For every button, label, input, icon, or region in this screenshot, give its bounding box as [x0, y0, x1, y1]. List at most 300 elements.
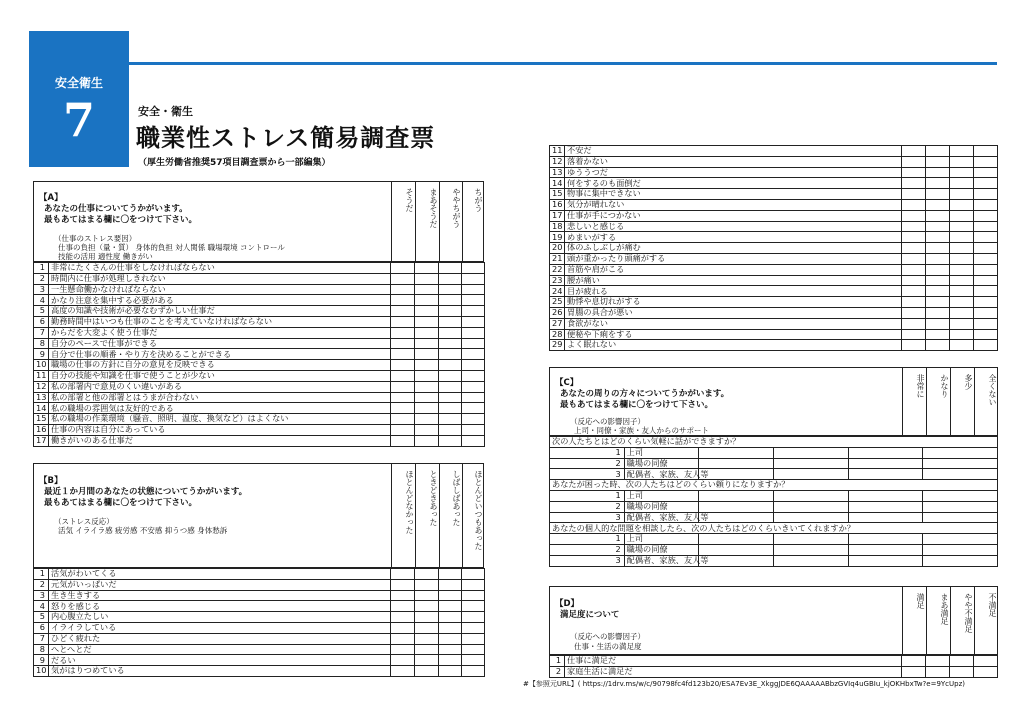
answer-cell[interactable]: [699, 490, 774, 501]
answer-cell[interactable]: [949, 318, 973, 329]
answer-cell[interactable]: [415, 655, 439, 666]
answer-cell[interactable]: [415, 381, 439, 392]
answer-cell[interactable]: [923, 512, 998, 523]
answer-cell[interactable]: [462, 338, 485, 349]
answer-cell[interactable]: [391, 403, 415, 414]
answer-cell[interactable]: [901, 232, 925, 243]
answer-cell[interactable]: [901, 297, 925, 308]
table-row: [550, 167, 998, 178]
answer-cell[interactable]: [391, 316, 415, 327]
answer-cell[interactable]: [391, 601, 415, 612]
answer-cell[interactable]: [925, 232, 949, 243]
item-number: 7: [34, 327, 49, 338]
answer-cell[interactable]: [439, 338, 462, 349]
answer-cell[interactable]: [415, 392, 439, 403]
answer-cell[interactable]: [949, 210, 973, 221]
answer-cell[interactable]: [925, 156, 949, 167]
answer-cell[interactable]: [901, 286, 925, 297]
answer-cell[interactable]: [925, 340, 949, 351]
table-row: [34, 327, 485, 338]
item-text: 食欲がない: [565, 318, 902, 329]
answer-cell[interactable]: [925, 264, 949, 275]
table-row: [34, 284, 485, 295]
answer-cell[interactable]: [415, 579, 439, 590]
item-number: 3: [34, 590, 49, 601]
header-rule: [129, 62, 997, 65]
answer-cell[interactable]: [901, 666, 925, 677]
answer-cell[interactable]: [462, 579, 485, 590]
answer-cell[interactable]: [925, 210, 949, 221]
answer-cell[interactable]: [973, 340, 997, 351]
answer-cell[interactable]: [391, 435, 415, 446]
table-row: [34, 295, 485, 306]
answer-cell[interactable]: [949, 199, 973, 210]
answer-cell[interactable]: [925, 199, 949, 210]
item-text: 不安だ: [565, 146, 902, 157]
answer-cell[interactable]: [699, 555, 774, 566]
answer-cell[interactable]: [462, 590, 485, 601]
answer-cell[interactable]: [462, 273, 485, 284]
answer-cell[interactable]: [462, 360, 485, 371]
answer-cell[interactable]: [462, 569, 485, 580]
answer-cell[interactable]: [462, 655, 485, 666]
answer-cell[interactable]: [439, 655, 462, 666]
answer-cell[interactable]: [901, 221, 925, 232]
answer-cell[interactable]: [391, 381, 415, 392]
answer-cell[interactable]: [415, 612, 439, 623]
answer-cell[interactable]: [973, 178, 997, 189]
answer-cell[interactable]: [923, 458, 998, 469]
answer-cell[interactable]: [901, 329, 925, 340]
answer-cell[interactable]: [439, 414, 462, 425]
answer-cell[interactable]: [462, 633, 485, 644]
answer-cell[interactable]: [901, 199, 925, 210]
answer-cell[interactable]: [925, 221, 949, 232]
answer-cell[interactable]: [949, 264, 973, 275]
answer-cell[interactable]: [415, 360, 439, 371]
answer-cell[interactable]: [439, 360, 462, 371]
answer-cell[interactable]: [973, 221, 997, 232]
answer-cell[interactable]: [901, 243, 925, 254]
answer-cell[interactable]: [949, 329, 973, 340]
item-text: 働きがいのある仕事だ: [49, 435, 391, 446]
answer-cell[interactable]: [391, 666, 415, 677]
answer-cell[interactable]: [391, 284, 415, 295]
item-text: からだを大変よく使う仕事だ: [49, 327, 391, 338]
answer-cell[interactable]: [925, 167, 949, 178]
answer-cell[interactable]: [391, 622, 415, 633]
section-d-factors-label: （反応への影響因子）: [570, 632, 645, 641]
col-c-3: 多少: [950, 368, 974, 435]
answer-cell[interactable]: [699, 512, 774, 523]
section-b-line2: 最もあてはまる欄に〇をつけて下さい。: [44, 498, 198, 508]
answer-cell[interactable]: [949, 189, 973, 200]
section-c-line1: あなたの周りの方々についてうかがいます。: [560, 389, 730, 399]
answer-cell[interactable]: [439, 612, 462, 623]
answer-cell[interactable]: [415, 435, 439, 446]
answer-cell[interactable]: [439, 263, 462, 274]
answer-cell[interactable]: [462, 263, 485, 274]
answer-cell[interactable]: [949, 286, 973, 297]
answer-cell[interactable]: [973, 156, 997, 167]
answer-cell[interactable]: [923, 555, 998, 566]
answer-cell[interactable]: [773, 544, 848, 555]
answer-cell[interactable]: [925, 189, 949, 200]
answer-cell[interactable]: [415, 424, 439, 435]
answer-cell[interactable]: [925, 307, 949, 318]
answer-cell[interactable]: [462, 424, 485, 435]
answer-cell[interactable]: [773, 512, 848, 523]
answer-cell[interactable]: [415, 666, 439, 677]
answer-cell[interactable]: [415, 327, 439, 338]
answer-cell[interactable]: [391, 327, 415, 338]
answer-cell[interactable]: [973, 666, 997, 677]
answer-cell[interactable]: [462, 601, 485, 612]
answer-cell[interactable]: [699, 501, 774, 512]
answer-cell[interactable]: [973, 243, 997, 254]
answer-cell[interactable]: [439, 284, 462, 295]
answer-cell[interactable]: [925, 656, 949, 667]
answer-cell[interactable]: [391, 633, 415, 644]
table-row: [550, 534, 998, 545]
answer-cell[interactable]: [391, 349, 415, 360]
answer-cell[interactable]: [773, 458, 848, 469]
answer-cell[interactable]: [848, 458, 923, 469]
answer-cell[interactable]: [462, 316, 485, 327]
answer-cell[interactable]: [925, 146, 949, 157]
answer-cell[interactable]: [699, 458, 774, 469]
table-row: [550, 458, 998, 469]
item-text: ひどく疲れた: [49, 633, 391, 644]
answer-cell[interactable]: [415, 273, 439, 284]
item-number: 15: [550, 189, 565, 200]
answer-cell[interactable]: [773, 501, 848, 512]
answer-cell[interactable]: [848, 469, 923, 480]
table-row: [550, 253, 998, 264]
answer-cell[interactable]: [773, 469, 848, 480]
answer-cell[interactable]: [462, 644, 485, 655]
answer-cell[interactable]: [462, 306, 485, 317]
answer-cell[interactable]: [901, 167, 925, 178]
answer-cell[interactable]: [439, 579, 462, 590]
answer-cell[interactable]: [439, 392, 462, 403]
answer-cell[interactable]: [848, 501, 923, 512]
answer-cell[interactable]: [699, 534, 774, 545]
item-text: 元気がいっぱいだ: [49, 579, 391, 590]
answer-cell[interactable]: [973, 253, 997, 264]
section-b-tag: 【B】: [39, 476, 63, 486]
answer-cell[interactable]: [949, 253, 973, 264]
item-number: 10: [34, 360, 49, 371]
answer-cell[interactable]: [462, 622, 485, 633]
item-text: 生き生きする: [49, 590, 391, 601]
table-row: [34, 579, 485, 590]
answer-cell[interactable]: [415, 306, 439, 317]
item-text: 気分が晴れない: [565, 199, 902, 210]
answer-cell[interactable]: [439, 569, 462, 580]
answer-cell[interactable]: [949, 656, 973, 667]
table-row: [34, 273, 485, 284]
answer-cell[interactable]: [391, 263, 415, 274]
item-number: 16: [550, 199, 565, 210]
answer-cell[interactable]: [462, 381, 485, 392]
answer-cell[interactable]: [462, 327, 485, 338]
answer-cell[interactable]: [415, 263, 439, 274]
answer-cell[interactable]: [923, 490, 998, 501]
answer-cell[interactable]: [439, 403, 462, 414]
answer-cell[interactable]: [462, 612, 485, 623]
answer-cell[interactable]: [901, 189, 925, 200]
answer-cell[interactable]: [949, 307, 973, 318]
answer-cell[interactable]: [901, 156, 925, 167]
answer-cell[interactable]: [439, 435, 462, 446]
answer-cell[interactable]: [391, 295, 415, 306]
answer-cell[interactable]: [391, 338, 415, 349]
answer-cell[interactable]: [901, 307, 925, 318]
answer-cell[interactable]: [973, 275, 997, 286]
answer-cell[interactable]: [848, 512, 923, 523]
item-number: 28: [550, 329, 565, 340]
answer-cell[interactable]: [848, 534, 923, 545]
answer-cell[interactable]: [973, 656, 997, 667]
answer-cell[interactable]: [462, 435, 485, 446]
col-a-2: まあそうだ: [415, 182, 439, 261]
answer-cell[interactable]: [391, 579, 415, 590]
section-c-factors-1: 上司・同僚・家族・友人からのサポート: [574, 426, 709, 435]
answer-cell[interactable]: [415, 569, 439, 580]
answer-cell[interactable]: [415, 284, 439, 295]
answer-cell[interactable]: [462, 403, 485, 414]
answer-cell[interactable]: [901, 253, 925, 264]
answer-cell[interactable]: [415, 338, 439, 349]
answer-cell[interactable]: [973, 264, 997, 275]
table-row: [550, 555, 998, 566]
table-row: [34, 644, 485, 655]
question-text: 次の人たちとはどのくらい気軽に話ができますか？: [550, 437, 998, 448]
answer-cell[interactable]: [439, 370, 462, 381]
answer-cell[interactable]: [439, 622, 462, 633]
answer-cell[interactable]: [439, 327, 462, 338]
answer-cell[interactable]: [391, 612, 415, 623]
table-row: [34, 612, 485, 623]
answer-cell[interactable]: [391, 644, 415, 655]
item-text: 活気がわいてくる: [49, 569, 391, 580]
item-text: めまいがする: [565, 232, 902, 243]
answer-cell[interactable]: [848, 544, 923, 555]
item-text: 動悸や息切れがする: [565, 297, 902, 308]
answer-cell[interactable]: [439, 633, 462, 644]
item-number: 20: [550, 243, 565, 254]
answer-cell[interactable]: [439, 644, 462, 655]
answer-cell[interactable]: [773, 534, 848, 545]
answer-cell[interactable]: [391, 569, 415, 580]
answer-cell[interactable]: [925, 318, 949, 329]
answer-cell[interactable]: [925, 329, 949, 340]
answer-cell[interactable]: [415, 316, 439, 327]
answer-cell[interactable]: [391, 414, 415, 425]
answer-cell[interactable]: [439, 273, 462, 284]
answer-cell[interactable]: [949, 297, 973, 308]
answer-cell[interactable]: [439, 295, 462, 306]
section-badge: [29, 31, 129, 167]
item-number: 23: [550, 275, 565, 286]
answer-cell[interactable]: [415, 590, 439, 601]
answer-cell[interactable]: [391, 306, 415, 317]
item-text: 自分のペースで仕事ができる: [49, 338, 391, 349]
answer-cell[interactable]: [439, 590, 462, 601]
item-number: 9: [34, 349, 49, 360]
answer-cell[interactable]: [773, 555, 848, 566]
question-row: [550, 480, 998, 491]
answer-cell[interactable]: [973, 189, 997, 200]
answer-cell[interactable]: [462, 284, 485, 295]
item-number: 24: [550, 286, 565, 297]
table-row: [550, 340, 998, 351]
item-number: 27: [550, 318, 565, 329]
answer-cell[interactable]: [848, 447, 923, 458]
item-number: 22: [550, 264, 565, 275]
answer-cell[interactable]: [439, 666, 462, 677]
page-title: 職業性ストレス簡易調査票: [136, 124, 436, 152]
answer-cell[interactable]: [462, 349, 485, 360]
item-text: 時間内に仕事が処理しきれない: [49, 273, 391, 284]
section-d-line1: 満足度について: [560, 610, 620, 620]
answer-cell[interactable]: [391, 360, 415, 371]
answer-cell[interactable]: [462, 414, 485, 425]
answer-cell[interactable]: [773, 490, 848, 501]
section-b-header: [33, 463, 484, 568]
table-row: [550, 156, 998, 167]
table-row: [550, 307, 998, 318]
answer-cell[interactable]: [699, 447, 774, 458]
table-row: [550, 501, 998, 512]
answer-cell[interactable]: [699, 544, 774, 555]
item-text: だるい: [49, 655, 391, 666]
answer-cell[interactable]: [699, 469, 774, 480]
answer-cell[interactable]: [949, 340, 973, 351]
table-row: [550, 490, 998, 501]
section-a-header: [33, 181, 484, 262]
answer-cell[interactable]: [439, 306, 462, 317]
answer-cell[interactable]: [901, 146, 925, 157]
item-number: 4: [34, 601, 49, 612]
answer-cell[interactable]: [391, 370, 415, 381]
answer-cell[interactable]: [923, 447, 998, 458]
answer-cell[interactable]: [923, 501, 998, 512]
answer-cell[interactable]: [415, 370, 439, 381]
answer-cell[interactable]: [391, 273, 415, 284]
answer-cell[interactable]: [973, 297, 997, 308]
answer-cell[interactable]: [415, 601, 439, 612]
answer-cell[interactable]: [901, 210, 925, 221]
table-row: [34, 360, 485, 371]
item-text: 悲しいと感じる: [565, 221, 902, 232]
answer-cell[interactable]: [925, 666, 949, 677]
answer-cell[interactable]: [415, 644, 439, 655]
answer-cell[interactable]: [415, 633, 439, 644]
answer-cell[interactable]: [973, 199, 997, 210]
answer-cell[interactable]: [949, 666, 973, 677]
answer-cell[interactable]: [973, 307, 997, 318]
answer-cell[interactable]: [925, 253, 949, 264]
answer-cell[interactable]: [925, 275, 949, 286]
answer-cell[interactable]: [949, 178, 973, 189]
answer-cell[interactable]: [901, 318, 925, 329]
answer-cell[interactable]: [415, 403, 439, 414]
answer-cell[interactable]: [415, 349, 439, 360]
table-row: [550, 199, 998, 210]
answer-cell[interactable]: [439, 349, 462, 360]
answer-cell[interactable]: [901, 178, 925, 189]
answer-cell[interactable]: [925, 178, 949, 189]
answer-cell[interactable]: [901, 264, 925, 275]
answer-cell[interactable]: [439, 601, 462, 612]
answer-cell[interactable]: [925, 243, 949, 254]
answer-cell[interactable]: [949, 275, 973, 286]
item-number: 26: [550, 307, 565, 318]
answer-cell[interactable]: [462, 370, 485, 381]
answer-cell[interactable]: [973, 318, 997, 329]
answer-cell[interactable]: [901, 275, 925, 286]
answer-cell[interactable]: [391, 590, 415, 601]
answer-cell[interactable]: [973, 232, 997, 243]
answer-cell[interactable]: [925, 297, 949, 308]
answer-cell[interactable]: [391, 655, 415, 666]
item-number: 1: [34, 569, 49, 580]
answer-cell[interactable]: [415, 295, 439, 306]
answer-cell[interactable]: [949, 146, 973, 157]
item-number: 9: [34, 655, 49, 666]
answer-cell[interactable]: [848, 555, 923, 566]
answer-cell[interactable]: [462, 392, 485, 403]
answer-cell[interactable]: [773, 447, 848, 458]
section-a-tag: 【A】: [39, 193, 63, 203]
item-text: 仕事の内容は自分にあっている: [49, 424, 391, 435]
answer-cell[interactable]: [415, 622, 439, 633]
answer-cell[interactable]: [901, 656, 925, 667]
answer-cell[interactable]: [923, 469, 998, 480]
item-number: 11: [34, 370, 49, 381]
item-number: 2: [550, 544, 625, 555]
answer-cell[interactable]: [949, 156, 973, 167]
answer-cell[interactable]: [415, 414, 439, 425]
item-text: 胃腸の具合が悪い: [565, 307, 902, 318]
answer-cell[interactable]: [439, 381, 462, 392]
answer-cell[interactable]: [949, 243, 973, 254]
answer-cell[interactable]: [925, 286, 949, 297]
answer-cell[interactable]: [973, 210, 997, 221]
answer-cell[interactable]: [949, 232, 973, 243]
answer-cell[interactable]: [391, 392, 415, 403]
answer-cell[interactable]: [439, 424, 462, 435]
answer-cell[interactable]: [439, 316, 462, 327]
answer-cell[interactable]: [848, 490, 923, 501]
answer-cell[interactable]: [391, 424, 415, 435]
answer-cell[interactable]: [901, 340, 925, 351]
answer-cell[interactable]: [973, 286, 997, 297]
answer-cell[interactable]: [462, 295, 485, 306]
item-text: 仕事が手につかない: [565, 210, 902, 221]
answer-cell[interactable]: [923, 534, 998, 545]
answer-cell[interactable]: [973, 329, 997, 340]
answer-cell[interactable]: [923, 544, 998, 555]
item-number: 1: [550, 490, 625, 501]
answer-cell[interactable]: [462, 666, 485, 677]
answer-cell[interactable]: [949, 167, 973, 178]
answer-cell[interactable]: [973, 146, 997, 157]
answer-cell[interactable]: [949, 221, 973, 232]
answer-cell[interactable]: [973, 167, 997, 178]
